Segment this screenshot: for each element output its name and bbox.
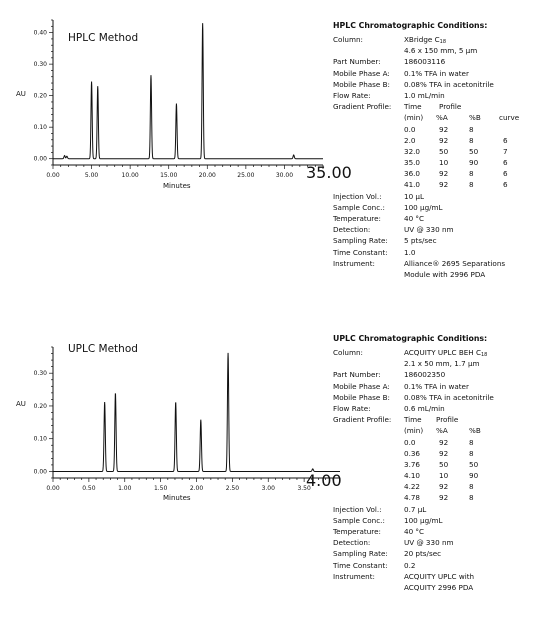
hplc-detection-label: Detection: [333,225,371,235]
hplc-gradient-cell: 50 [439,146,449,156]
uplc-y-tick-label: 0.30 [33,370,47,378]
uplc-column-sub: 18 [481,352,488,358]
hplc-detection-row [333,224,533,235]
uplc-column-dims-row [333,358,533,369]
hplc-y-tick-label: 0.30 [33,61,47,69]
uplc-gradient-label: Gradient Profile: [333,415,392,425]
uplc-gradient-unit-b: %B [469,426,481,436]
uplc-column-label: Column: [333,348,363,357]
uplc-sampling-value: 20 pts/sec [404,549,442,559]
hplc-gradient-cell: 7 [503,146,508,156]
hplc-column-name: XBridge C [404,35,440,44]
hplc-gradient-row [333,124,533,135]
hplc-conditions [333,20,533,280]
hplc-conc-label: Sample Conc.: [333,202,385,212]
uplc-x-axis-label: Minutes [163,494,191,502]
hplc-sampling-value: 5 pts/sec [404,236,437,246]
uplc-temp-row [333,526,533,537]
hplc-gradient-cell: 92 [439,180,449,190]
hplc-mpb-row [333,79,533,90]
hplc-instrument-label: Instrument: [333,258,375,268]
uplc-part-value: 186002350 [404,370,446,380]
uplc-x-tick-label: 0.50 [82,485,96,492]
uplc-y-tick-label: 0.00 [33,468,47,476]
uplc-flow-value: 0.6 mL/min [404,403,445,413]
hplc-gradient-label: Gradient Profile: [333,102,392,112]
hplc-x-tick-label: 25.00 [237,172,255,179]
hplc-column-sub: 18 [439,39,447,45]
hplc-part-label: Part Number: [333,57,381,67]
uplc-mpb-value: 0.08% TFA in acetonitrile [404,392,494,402]
uplc-conc-value: 100 µg/mL [404,515,443,525]
uplc-gradient-table [333,437,533,504]
hplc-temp-row [333,213,533,224]
hplc-x-end-label: 35.00 [306,163,352,182]
uplc-instrument-label: Instrument: [333,571,375,581]
hplc-tc-value: 1.0 [404,247,416,257]
hplc-column-value [404,34,446,45]
uplc-gradient-cell: 92 [439,493,449,503]
uplc-gradient-row [333,459,533,470]
hplc-mpa-label: Mobile Phase A: [333,68,390,78]
hplc-y-tick-label: 0.40 [33,29,47,37]
hplc-chart-title: HPLC Method [68,32,139,44]
hplc-mpa-value: 0.1% TFA in water [404,68,469,78]
uplc-injection-value: 0.7 µL [404,504,427,514]
uplc-gradient-cell: 10 [439,471,449,481]
hplc-gradient-cell: 92 [439,135,449,145]
uplc-gradient-units-row [333,425,533,436]
hplc-gradient-unit-a: %A [436,113,448,123]
uplc-temp-value: 40 °C [404,527,425,536]
uplc-x-tick-label: 1.00 [118,485,132,492]
uplc-instrument-row2 [333,582,533,593]
hplc-gradient-header-row [333,101,533,112]
hplc-gradient-cell: 2.0 [404,135,416,145]
hplc-x-tick-label: 15.00 [160,172,178,179]
uplc-instrument-row [333,571,533,582]
uplc-gradient-unit-a: %A [436,426,448,436]
uplc-gradient-cell: 92 [439,448,449,458]
hplc-y-axis-label: AU [16,90,26,98]
hplc-conc-row [333,202,533,213]
uplc-sampling-row [333,548,533,559]
hplc-gradient-cell: 8 [469,124,474,134]
hplc-flow-value: 1.0 mL/min [404,90,445,100]
hplc-injection-label: Injection Vol.: [333,191,382,201]
hplc-sampling-row [333,235,533,246]
uplc-gradient-cell: 0.0 [404,437,416,447]
uplc-column-row [333,347,533,358]
uplc-x-tick-label: 2.50 [225,485,240,492]
hplc-column-row [333,34,533,45]
uplc-y-axis-label: AU [16,400,26,408]
hplc-instrument-row [333,258,533,269]
uplc-temp-label: Temperature: [333,527,381,536]
uplc-flow-label: Flow Rate: [333,403,371,413]
uplc-gradient-cell: 4.10 [404,471,421,481]
uplc-gradient-row [333,470,533,481]
hplc-gradient-cell: 6 [503,180,508,190]
uplc-instrument-line1: ACQUITY UPLC with [404,571,475,581]
hplc-instrument-line2: Module with 2996 PDA [404,269,486,279]
hplc-x-tick-label: 0.00 [46,172,60,179]
uplc-gradient-cell: 8 [469,482,474,492]
uplc-gradient-row [333,492,533,503]
uplc-x-end-label: 4.00 [306,471,342,490]
hplc-detection-value: UV @ 330 nm [404,225,454,235]
uplc-mpa-value: 0.1% TFA in water [404,381,469,391]
uplc-mpb-row [333,392,533,403]
hplc-gradient-cell: 6 [503,169,508,179]
hplc-gradient-cell: 8 [469,169,474,179]
uplc-column-dims: 2.1 x 50 mm, 1.7 µm [404,359,480,369]
uplc-tc-row [333,560,533,571]
hplc-gradient-cell: 41.0 [404,180,421,190]
uplc-gradient-cell: 92 [439,482,449,492]
hplc-gradient-units-row [333,112,533,123]
hplc-gradient-row [333,146,533,157]
hplc-gradient-row [333,135,533,146]
hplc-mpb-value: 0.08% TFA in acetonitrile [404,79,494,89]
uplc-gradient-cell: 92 [439,437,449,447]
hplc-gradient-row [333,179,533,190]
hplc-tc-label: Time Constant: [333,247,388,257]
hplc-gradient-cell: 90 [469,158,479,168]
uplc-gradient-cell: 8 [469,448,474,458]
hplc-injection-value: 10 µL [404,191,425,201]
uplc-x-tick-label: 0.00 [46,485,60,492]
uplc-gradient-cell: 8 [469,437,474,447]
uplc-conditions [333,333,533,593]
hplc-x-tick-label: 30.00 [275,172,294,179]
uplc-gradient-cell: 50 [439,459,449,469]
uplc-conc-row [333,515,533,526]
hplc-gradient-cell: 32.0 [404,146,421,156]
hplc-conc-value: 100 µg/mL [404,202,443,212]
hplc-gradient-cell: 8 [469,180,474,190]
hplc-part-value: 186003116 [404,57,446,67]
hplc-x-tick-label: 20.00 [198,172,216,179]
uplc-detection-value: UV @ 330 nm [404,538,454,548]
hplc-gradient-cell: 35.0 [404,158,421,168]
uplc-gradient-cell: 3.76 [404,459,421,469]
hplc-gradient-unit-min: (min) [404,113,424,123]
uplc-gradient-cell: 4.22 [404,482,421,492]
hplc-gradient-cell: 36.0 [404,169,421,179]
hplc-mpa-row [333,68,533,79]
uplc-gradient-row [333,437,533,448]
uplc-injection-label: Injection Vol.: [333,504,382,514]
uplc-conc-label: Sample Conc.: [333,515,385,525]
uplc-y-tick-label: 0.10 [33,435,47,443]
hplc-gradient-cell: 50 [469,146,479,156]
hplc-x-tick-label: 10.00 [121,172,139,179]
hplc-column-dims: 4.6 x 150 mm, 5 µm [404,46,478,56]
uplc-ticks [34,347,340,492]
uplc-mpa-row [333,381,533,392]
hplc-mpb-label: Mobile Phase B: [333,79,390,89]
hplc-x-tick-label: 5.00 [84,172,99,179]
uplc-part-label: Part Number: [333,370,381,380]
hplc-instrument-line1: Alliance® 2695 Separations [404,258,506,268]
uplc-flow-row [333,403,533,414]
hplc-instrument-row2 [333,269,533,280]
hplc-gradient-unit-curve: curve [499,113,520,123]
uplc-injection-row [333,504,533,515]
hplc-gradient-cell: 6 [503,135,508,145]
uplc-tc-value: 0.2 [404,560,416,570]
hplc-temp-label: Temperature: [333,214,381,223]
hplc-y-tick-label: 0.20 [33,92,47,100]
uplc-chart-title: UPLC Method [68,343,138,355]
uplc-x-tick-label: 3.00 [261,485,275,492]
uplc-column-name: ACQUITY UPLC BEH C [404,348,481,357]
hplc-gradient-profile-header: Profile [439,102,462,112]
uplc-part-row [333,369,533,380]
hplc-temp-value: 40 °C [404,214,425,223]
hplc-gradient-row [333,168,533,179]
hplc-column-dims-row [333,45,533,56]
hplc-flow-row [333,90,533,101]
uplc-tc-label: Time Constant: [333,560,388,570]
uplc-x-tick-label: 3.50 [297,485,311,492]
hplc-conditions-title: HPLC Chromatographic Conditions: [333,21,488,30]
uplc-gradient-row [333,448,533,459]
uplc-detection-row [333,537,533,548]
uplc-gradient-cell: 0.36 [404,448,421,458]
uplc-mpb-label: Mobile Phase B: [333,392,390,402]
hplc-column-label: Column: [333,35,363,44]
uplc-x-tick-label: 2.00 [189,485,204,492]
uplc-column-value [404,347,487,358]
hplc-sampling-label: Sampling Rate: [333,236,388,246]
uplc-gradient-header-row [333,414,533,425]
uplc-gradient-row [333,481,533,492]
hplc-gradient-time-header: Time [404,102,422,112]
uplc-gradient-cell: 8 [469,493,474,503]
hplc-gradient-cell: 6 [503,158,508,168]
hplc-tc-row [333,247,533,258]
uplc-instrument-line2: ACQUITY 2996 PDA [404,582,474,592]
hplc-gradient-cell: 0.0 [404,124,416,134]
hplc-gradient-table [333,124,533,191]
uplc-gradient-cell: 50 [469,459,479,469]
uplc-gradient-unit-min: (min) [404,426,424,436]
uplc-detection-label: Detection: [333,538,371,548]
uplc-sampling-label: Sampling Rate: [333,549,388,559]
hplc-injection-row [333,191,533,202]
uplc-gradient-cell: 4.78 [404,493,421,503]
hplc-gradient-cell: 10 [439,158,449,168]
hplc-gradient-cell: 92 [439,124,449,134]
hplc-part-row [333,56,533,67]
uplc-x-tick-label: 1.50 [153,485,168,492]
hplc-gradient-unit-b: %B [469,113,481,123]
uplc-gradient-profile-header: Profile [436,415,459,425]
hplc-x-axis-label: Minutes [163,182,191,190]
hplc-y-tick-label: 0.10 [33,124,47,132]
uplc-y-tick-label: 0.20 [33,402,47,410]
uplc-axes [53,347,340,478]
hplc-gradient-row [333,157,533,168]
uplc-gradient-cell: 90 [469,471,479,481]
uplc-mpa-label: Mobile Phase A: [333,381,390,391]
hplc-y-tick-label: 0.00 [33,155,47,163]
hplc-flow-label: Flow Rate: [333,90,371,100]
hplc-gradient-cell: 92 [439,169,449,179]
hplc-gradient-cell: 8 [469,135,474,145]
uplc-gradient-time-header: Time [404,415,422,425]
uplc-trace [53,353,340,472]
uplc-conditions-title: UPLC Chromatographic Conditions: [333,334,488,343]
